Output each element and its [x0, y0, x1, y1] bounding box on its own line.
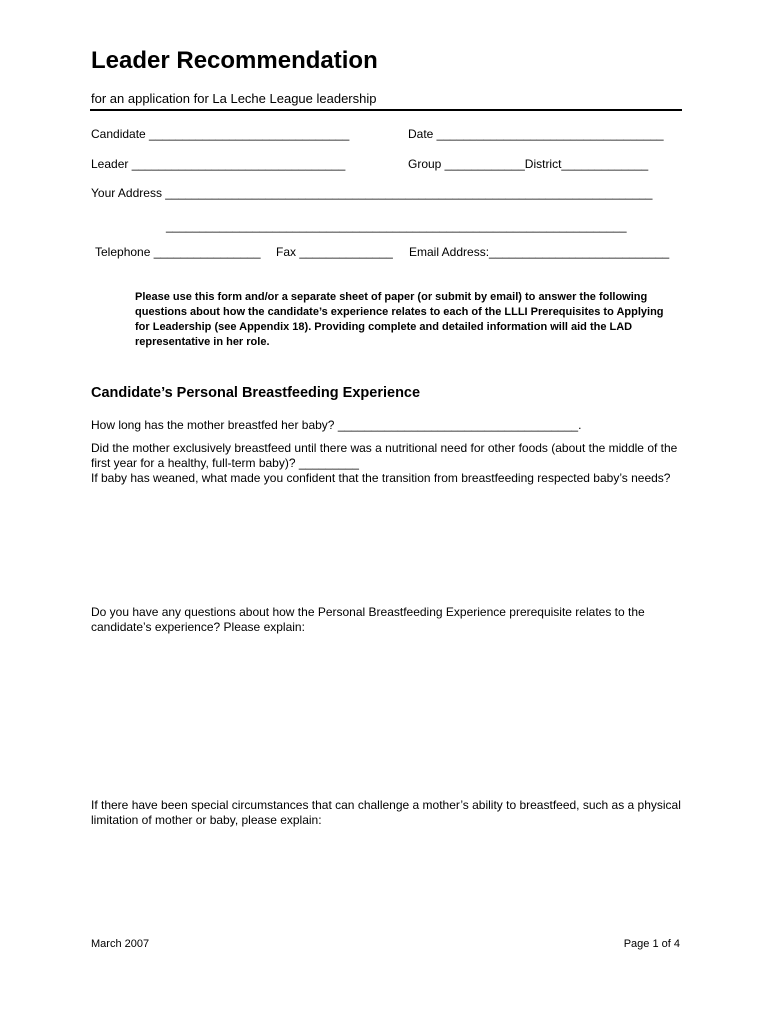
page-subtitle: for an application for La Leche League leadership — [91, 91, 377, 106]
candidate-field[interactable]: Candidate ______________________________ — [91, 127, 350, 141]
footer-page-number: Page 1 of 4 — [623, 938, 680, 950]
date-field[interactable]: Date __________________________________ — [408, 127, 664, 141]
fax-field[interactable]: Fax ______________ — [276, 245, 393, 259]
question-exclusive-breastfeeding[interactable]: Did the mother exclusively breastfeed until there was a nutritional need for other foods (about the middle of the first year for a healthy, full-term baby)? _________ — [91, 441, 678, 470]
question-special-circumstances: If there have been special circumstances that can challenge a mother’s ability to breastfeed, such as a physical limitation of mother or baby, please explain: — [91, 798, 681, 827]
group-district-field[interactable]: Group ____________District_____________ — [408, 157, 649, 171]
question-breastfeeding-duration[interactable]: How long has the mother breastfed her baby? ____________________________________. — [91, 418, 582, 432]
leader-field[interactable]: Leader ________________________________ — [91, 157, 346, 171]
section-title: Candidate’s Personal Breastfeeding Experience — [91, 385, 421, 401]
header-divider — [90, 109, 682, 111]
question-prerequisite-relation: Do you have any questions about how the Personal Breastfeeding Experience prerequisite relates to the candidate’s experience? Please explain: — [91, 605, 645, 634]
telephone-field[interactable]: Telephone ________________ — [95, 245, 261, 259]
address-field[interactable]: Your Address _________________________________________________________________________ — [91, 186, 653, 200]
email-field[interactable]: Email Address:___________________________ — [409, 245, 670, 259]
address-line2-field[interactable]: _____________________________________________________________________ — [166, 219, 627, 233]
instructions-text: Please use this form and/or a separate sheet of paper (or submit by email) to answer the following questions about how the candidate’s experience relates to each of the LLLI Prerequisites to Applying for Leadership (see Appendix 18). Providing complete and detailed information will aid the LAD representative in her role. — [135, 291, 664, 348]
footer-date: March 2007 — [91, 938, 150, 950]
page-title: Leader Recommendation — [91, 47, 378, 74]
question-weaning-transition: If baby has weaned, what made you confident that the transition from breastfeeding respected baby’s needs? — [91, 471, 671, 485]
